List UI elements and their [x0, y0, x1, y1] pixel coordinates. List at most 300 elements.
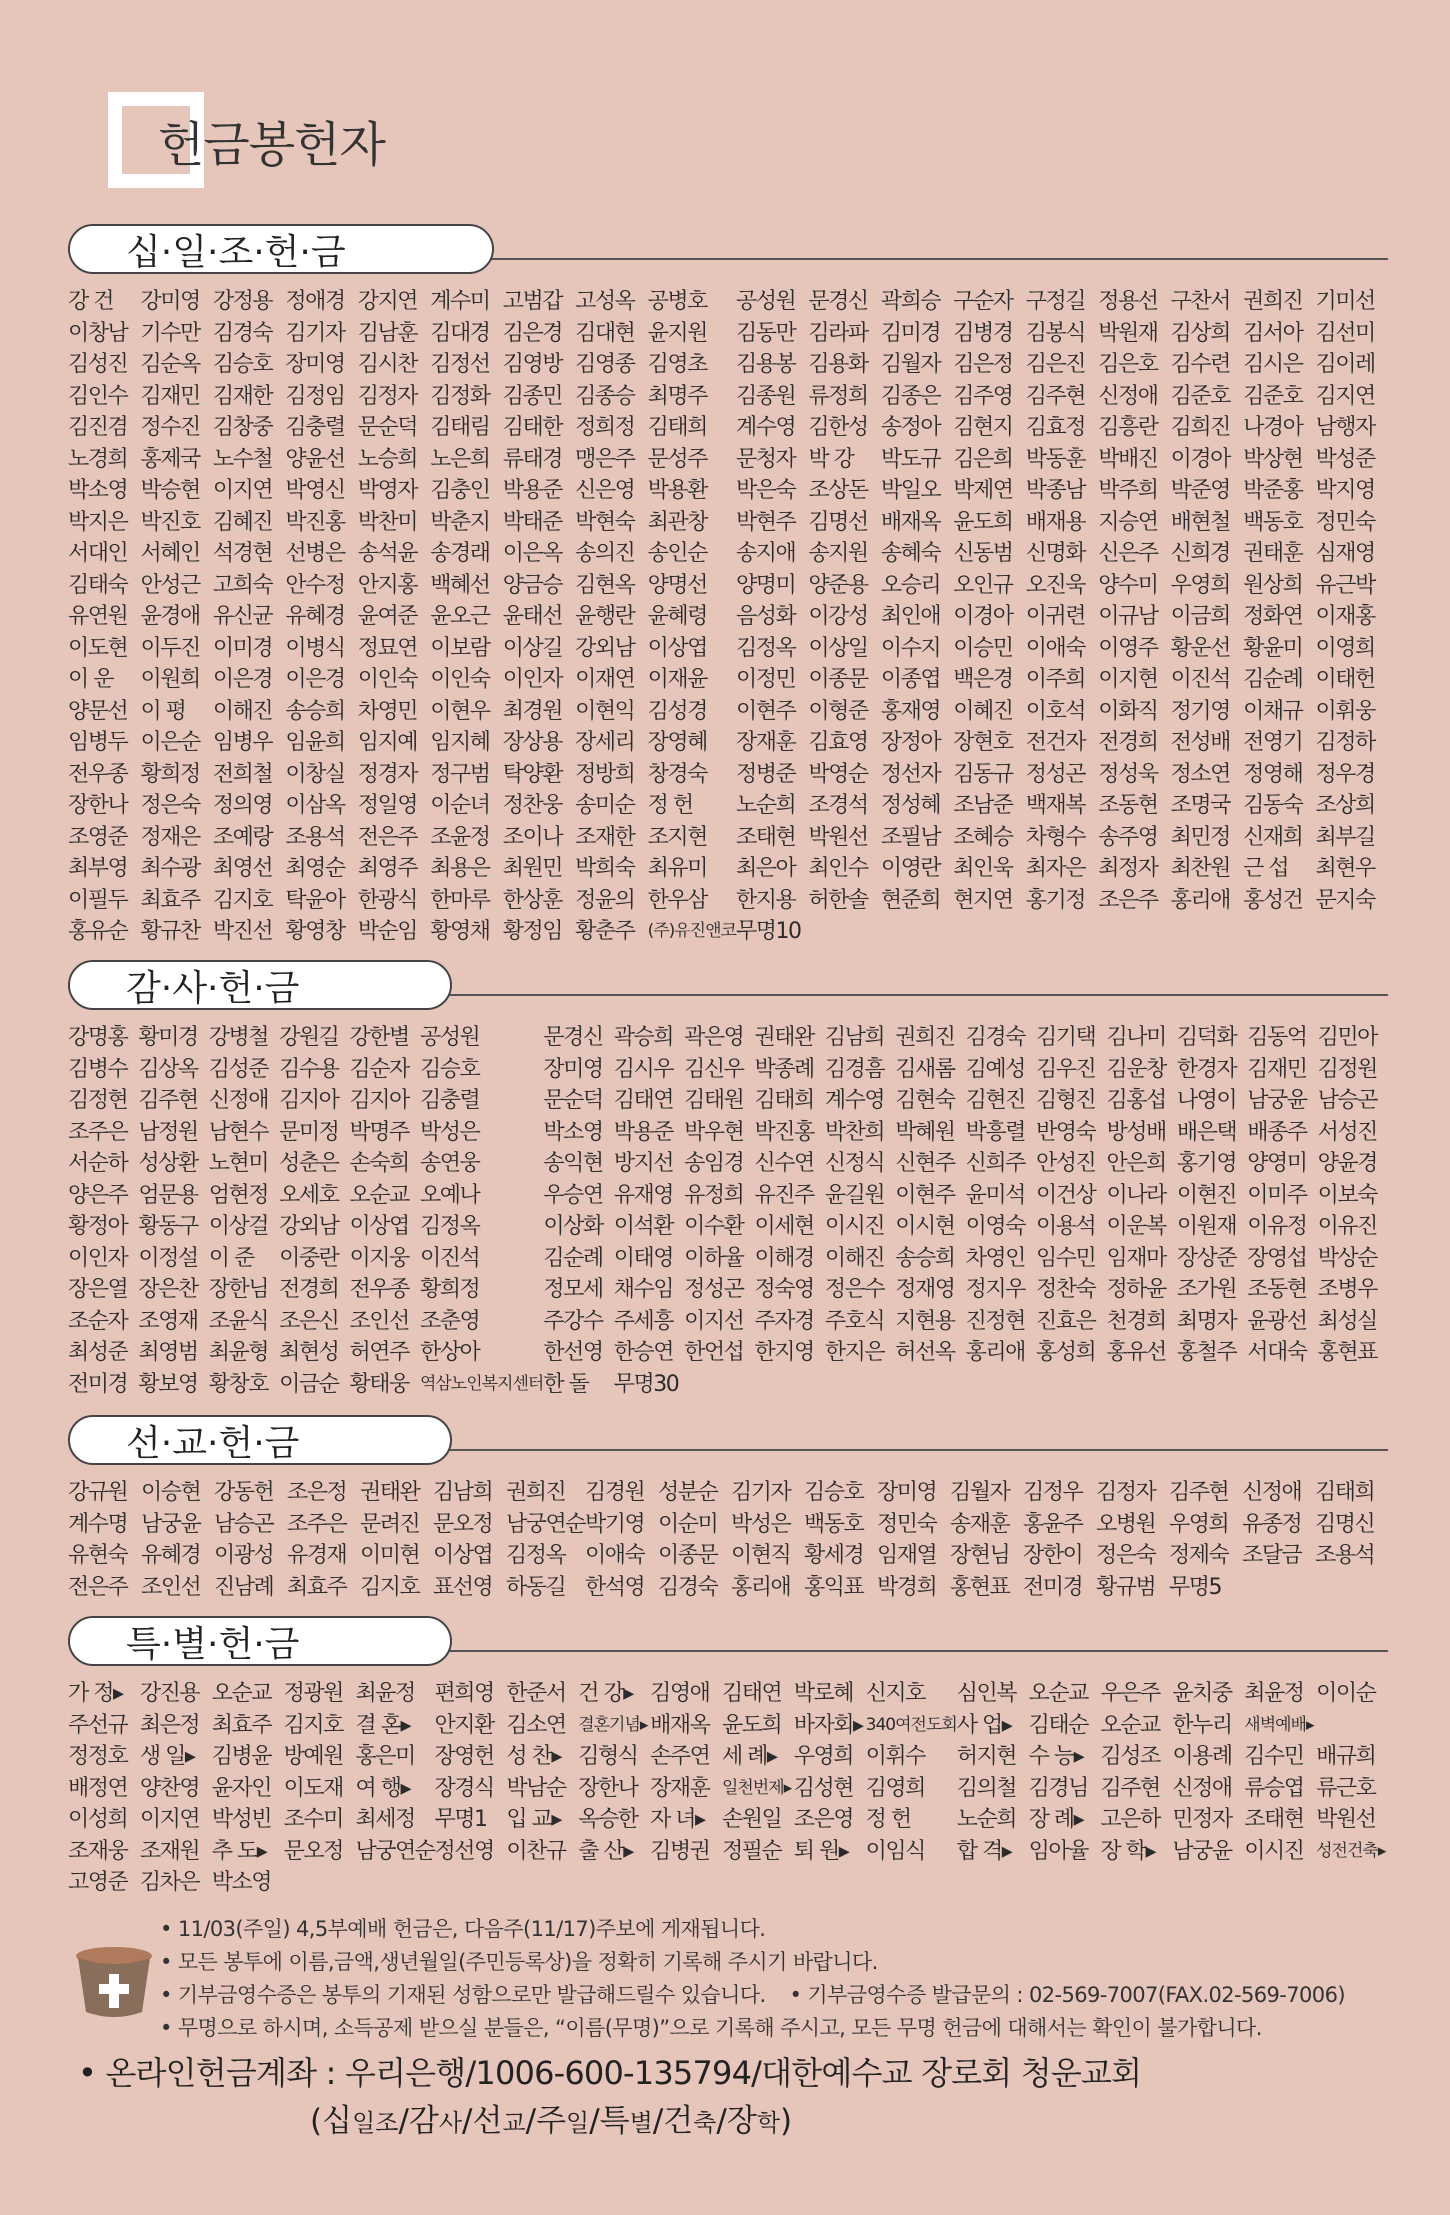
donor-name: 김충렬 [285, 415, 345, 440]
donor-name: 이애숙 [585, 1543, 645, 1568]
donor-name: 오인규 [953, 572, 1013, 598]
donor-name: 김충렬 [419, 1088, 480, 1113]
donor-name: 장영혜 [647, 730, 707, 755]
donor-name: 김신우 [684, 1056, 744, 1082]
donor-name: 김충인 [430, 478, 490, 503]
donor-name: 장한나 [578, 1775, 638, 1801]
donor-name: 김시은 [1243, 352, 1303, 377]
donor-name: 박은숙 [735, 478, 796, 503]
donor-name: 이은옥 [502, 541, 562, 566]
donor-name: 주강수 [543, 1308, 603, 1334]
donor-name: 이재윤 [647, 667, 707, 692]
donor-name: 김태순 [1028, 1712, 1088, 1738]
donor-name: 강원길 [279, 1025, 339, 1050]
donor-name: 엄현정 [208, 1182, 269, 1208]
donor-name: 노경희 [68, 446, 128, 472]
donor-name: 탁윤아 [285, 887, 345, 913]
donor-name: 서성진 [1317, 1119, 1377, 1145]
donor-name: 김효영 [808, 730, 868, 755]
donor-name: 조주은 [286, 1511, 347, 1537]
donor-name: 우영희 [1170, 572, 1230, 598]
donor-name: 바자회▸ [793, 1712, 863, 1738]
donor-name: 박원선 [808, 824, 868, 850]
donor-name: 최정자 [1098, 856, 1158, 881]
donor-name: 서대숙 [1247, 1340, 1307, 1365]
donor-name: 조태현 [1244, 1807, 1304, 1832]
donor-name: 서혜인 [140, 541, 200, 566]
donor-name: 노순희 [956, 1807, 1017, 1832]
donor-name: 강미영 [140, 289, 200, 314]
donor-name: 정의영 [212, 793, 273, 818]
donor-name: 조수미 [283, 1807, 343, 1832]
donor-name: 류승엽 [1244, 1775, 1304, 1801]
names-grid [68, 286, 1388, 948]
donor-name: 김종민 [502, 383, 562, 409]
donor-name: 장현호 [953, 730, 1013, 755]
donor-name: 배현철 [1170, 509, 1230, 535]
donor-name: 김현지 [953, 415, 1013, 440]
donor-name: 임재열 [877, 1543, 937, 1568]
donor-name: 김태희 [1315, 1480, 1375, 1505]
donor-name: 양명미 [735, 572, 796, 598]
donor-name: 계수영 [735, 415, 796, 440]
donor-name: 황윤미 [1243, 635, 1303, 661]
donor-name: 이유정 [1247, 1214, 1307, 1239]
donor-name: 윤자인 [211, 1775, 271, 1801]
donor-name: 이정민 [735, 667, 796, 692]
donor-name: 이화직 [1098, 698, 1158, 724]
donor-name: 남궁윤 [140, 1511, 201, 1537]
donor-name: 김경원 [585, 1480, 645, 1505]
donor-name: 송지원 [808, 541, 868, 566]
donor-name: 박현숙 [575, 509, 635, 535]
donor-name: 음성화 [735, 604, 796, 629]
donor-name: 이현익 [575, 698, 635, 724]
donor-name: 문오정 [283, 1838, 343, 1864]
donor-name: 정민숙 [877, 1511, 937, 1537]
donor-name: 정병준 [735, 761, 796, 787]
notes-block [160, 1913, 1345, 2045]
donor-name: 이형준 [808, 698, 868, 724]
donor-name: 신정애 [1242, 1480, 1302, 1505]
donor-name: 김성현 [793, 1775, 854, 1801]
donor-name: 최성준 [68, 1340, 128, 1365]
donor-name: 김예성 [965, 1056, 1025, 1082]
donor-name: 김한성 [808, 415, 868, 440]
donor-name: 양수미 [1098, 572, 1158, 598]
donor-name: 무명30 [613, 1371, 679, 1397]
donor-name: 배규희 [1316, 1744, 1376, 1769]
donor-name: 김동만 [735, 320, 796, 346]
donor-name: 강병철 [208, 1025, 269, 1050]
donor-name: 박성준 [1315, 446, 1375, 472]
donor-name: 탁양환 [502, 761, 562, 787]
donor-name: 김영종 [575, 352, 635, 377]
donor-name: 정재영 [895, 1277, 955, 1302]
donor-name: 김순례 [543, 1245, 603, 1271]
donor-name: 홍철주 [1176, 1340, 1237, 1365]
donor-name: 박영신 [285, 478, 345, 503]
donor-name: 조영재 [138, 1308, 198, 1334]
donor-name: 유연원 [68, 604, 128, 629]
donor-name: 신재희 [1243, 824, 1303, 850]
donor-name: 한석영 [585, 1574, 645, 1600]
donor-name: 한준서 [506, 1681, 566, 1706]
donor-name: 지승연 [1098, 509, 1158, 535]
donor-name: 주호식 [824, 1308, 885, 1334]
donor-name: 최찬원 [1170, 856, 1230, 881]
donor-name: 정지우 [965, 1277, 1025, 1302]
donor-name: 박배진 [1098, 446, 1158, 472]
donor-name: 박순임 [357, 919, 418, 944]
donor-name: 박도규 [880, 446, 941, 472]
donor-name: 심인복 [956, 1681, 1017, 1706]
donor-name: 손숙희 [349, 1151, 409, 1176]
donor-name: 홍유선 [1106, 1340, 1166, 1365]
donor-name: 김기자 [285, 320, 345, 346]
donor-name: 주세흥 [613, 1308, 673, 1334]
donor-name: 차영인 [965, 1245, 1025, 1271]
donor-name: 이지연 [139, 1807, 200, 1832]
donor-name: 김순옥 [140, 352, 200, 377]
donor-name: 정은숙 [140, 793, 200, 818]
donor-name: 최민정 [1170, 824, 1230, 850]
donor-name: 이인숙 [357, 667, 418, 692]
donor-name: 지현용 [895, 1308, 955, 1334]
donor-name: 이지선 [684, 1308, 744, 1334]
donor-name: 오순교 [349, 1182, 409, 1208]
donor-name: 안지홍 [357, 572, 418, 598]
donor-name: 이보람 [430, 635, 490, 661]
donor-name: 김남희 [824, 1025, 885, 1050]
donor-name: 최영순 [285, 856, 345, 881]
donor-name: 장현님 [950, 1543, 1010, 1568]
donor-name: 김정하 [1315, 730, 1375, 755]
donor-name: 이창실 [285, 761, 345, 787]
donor-name: 역삼노인복지센터 [419, 1373, 544, 1394]
donor-name: 정윤의 [575, 887, 635, 913]
donor-name: 최경원 [502, 698, 562, 724]
donor-name: 백혜선 [430, 572, 490, 598]
donor-name: 조필남 [880, 824, 941, 850]
donor-name: 최효주 [286, 1574, 347, 1600]
donor-name: 입 교▸ [506, 1807, 561, 1832]
donor-name: 장은찬 [138, 1277, 198, 1302]
donor-name: 김정원 [1317, 1056, 1377, 1082]
donor-name: 김남훈 [357, 320, 418, 346]
donor-name: 문미정 [279, 1119, 339, 1145]
donor-name: 수 능▸ [1028, 1744, 1084, 1769]
donor-name: 이진석 [419, 1245, 480, 1271]
donor-name: 정성곤 [1025, 761, 1086, 787]
donor-name: 이영주 [1098, 635, 1158, 661]
donor-name: 이인숙 [430, 667, 490, 692]
donor-name: 조인선 [140, 1574, 201, 1600]
donor-name: 신정식 [824, 1151, 885, 1176]
donor-name: 임병우 [212, 730, 273, 755]
donor-name: 윤광선 [1247, 1308, 1307, 1334]
donor-name: 김준호 [1243, 383, 1303, 409]
donor-name: 이필두 [68, 887, 128, 913]
donor-name: 표선영 [432, 1574, 493, 1600]
donor-name: 최영주 [357, 856, 418, 881]
donor-name: 이시진 [824, 1214, 885, 1239]
donor-name: 김정자 [357, 383, 418, 409]
legend-rest: 교 [502, 2109, 526, 2137]
donor-name: 김정임 [285, 383, 345, 409]
donor-name: 권희진 [505, 1480, 566, 1505]
donor-name: 정제숙 [1169, 1543, 1229, 1568]
donor-name: 김의철 [956, 1775, 1017, 1801]
donor-name: 계수영 [824, 1088, 885, 1113]
donor-name: 김정우 [1023, 1480, 1083, 1505]
donor-name: 이애숙 [1025, 635, 1086, 661]
donor-name: 윤행란 [575, 604, 635, 629]
donor-name: 이휘웅 [1315, 698, 1375, 724]
donor-name: 이경아 [1170, 446, 1230, 472]
donor-name: 정숙영 [754, 1277, 814, 1302]
legend-rest: 사 [438, 2109, 463, 2137]
donor-name: 우영희 [1169, 1511, 1229, 1537]
donor-name: 구정길 [1025, 289, 1086, 314]
donor-name: 무명10 [735, 919, 801, 944]
donor-name: 홍제국 [140, 446, 200, 472]
donor-name: 황세경 [804, 1543, 864, 1568]
donor-name: 박상현 [1243, 446, 1303, 472]
donor-name: 임아율 [1028, 1838, 1088, 1864]
donor-name: 이상걸 [208, 1214, 269, 1239]
donor-name: 김홍섭 [1106, 1088, 1166, 1113]
donor-name: 곽희승 [880, 289, 941, 314]
donor-name: 이유진 [1317, 1214, 1377, 1239]
donor-name: 이해경 [754, 1245, 814, 1271]
donor-name: 강외남 [575, 635, 635, 661]
donor-name: 남승곤 [213, 1511, 274, 1537]
donor-name: 배정연 [68, 1775, 128, 1801]
donor-name: 박원선 [1316, 1807, 1376, 1832]
donor-name: 김남희 [432, 1480, 493, 1505]
donor-name: 이시진 [1244, 1838, 1304, 1864]
donor-name: 김종원 [735, 383, 796, 409]
donor-name: 이현진 [1176, 1182, 1237, 1208]
donor-name: (주)유진앤코 [647, 921, 736, 941]
donor-name: 전희철 [212, 761, 273, 787]
donor-name: 차형수 [1025, 824, 1086, 850]
donor-name: 유혜경 [140, 1543, 201, 1568]
donor-name: 일천번제▸ [721, 1777, 792, 1798]
donor-name: 이운복 [1106, 1214, 1166, 1239]
donor-name: 홍리애 [965, 1340, 1025, 1365]
donor-name: 김승호 [419, 1056, 480, 1082]
donor-name: 송연웅 [419, 1151, 480, 1176]
donor-name: 문경신 [543, 1025, 603, 1050]
donor-name: 김시찬 [357, 352, 418, 377]
donor-name: 윤도희 [721, 1712, 782, 1738]
donor-name: 양은주 [68, 1182, 128, 1208]
donor-name: 이수환 [684, 1214, 744, 1239]
donor-name: 박용준 [502, 478, 562, 503]
donor-name: 윤도희 [953, 509, 1013, 535]
note-line: • 11/03(주일) 4,5부예배 헌금은, 다음주(11/17)주보에 게재됩니다. [160, 1917, 766, 1941]
donor-name: 김우진 [1036, 1056, 1096, 1082]
donor-name: 생 일▸ [139, 1744, 195, 1769]
donor-name: 이상화 [543, 1214, 603, 1239]
donor-name: 김은호 [1098, 352, 1158, 377]
section-header [68, 1415, 1388, 1469]
donor-name: 홍현표 [950, 1574, 1010, 1600]
donor-name: 이채규 [1243, 698, 1303, 724]
donor-name: 이호석 [1025, 698, 1086, 724]
donor-name: 김명선 [808, 509, 868, 535]
donor-name: 이현주 [735, 698, 796, 724]
donor-name: 가 정▸ [68, 1681, 123, 1706]
donor-name: 박태준 [502, 509, 562, 535]
donor-name: 계수미 [430, 289, 490, 314]
donor-name: 신희주 [965, 1151, 1025, 1176]
donor-name: 고희숙 [212, 572, 273, 598]
donor-name: 김순례 [1243, 667, 1303, 692]
donor-name: 남승곤 [1317, 1088, 1377, 1113]
donor-name: 이순미 [658, 1511, 718, 1537]
donor-name: 황창호 [208, 1371, 269, 1397]
donor-name: 문순덕 [357, 415, 418, 440]
donor-name: 김정선 [430, 352, 490, 377]
donor-name: 조혜승 [953, 824, 1013, 850]
donor-name: 정일영 [357, 793, 418, 818]
donor-name: 김주현 [138, 1088, 198, 1113]
donor-name: 남현수 [208, 1119, 269, 1145]
donor-name: 조인선 [349, 1308, 409, 1334]
donor-name: 이승현 [140, 1480, 201, 1505]
donor-name: 현지연 [953, 887, 1013, 913]
donor-name: 김봉식 [1025, 320, 1086, 346]
donor-name: 백동호 [1243, 509, 1303, 535]
donor-name: 송미순 [575, 793, 635, 818]
donor-name: 김주현 [1169, 1480, 1229, 1505]
donor-name: 전우종 [68, 761, 128, 787]
donor-name: 김서아 [1243, 320, 1303, 346]
donor-name: 허한솔 [808, 887, 868, 913]
donor-name: 허연주 [349, 1340, 409, 1365]
donor-name: 문청자 [735, 446, 796, 472]
donor-name: 박주희 [1098, 478, 1158, 503]
donor-name: 김태희 [754, 1088, 814, 1113]
donor-name: 박승현 [140, 478, 200, 503]
donor-name: 김진겸 [68, 415, 128, 440]
donor-name: 신은영 [575, 478, 635, 503]
donor-name: 장한님 [208, 1277, 269, 1302]
section-mission [68, 1415, 1388, 1603]
donor-name: 이종엽 [880, 667, 941, 692]
donor-name: 정수진 [140, 415, 200, 440]
donor-name: 최효주 [211, 1712, 271, 1738]
donor-name: 전경희 [279, 1277, 339, 1302]
donor-name: 주자경 [754, 1308, 814, 1334]
donor-name: 문성주 [647, 446, 707, 472]
donor-name: 윤여준 [357, 604, 418, 629]
donor-name: 신수연 [754, 1151, 814, 1176]
donor-name: 권희진 [895, 1025, 955, 1050]
donor-name: 양문선 [68, 698, 128, 724]
donor-name: 이삼옥 [285, 793, 345, 818]
donor-name: 유경재 [286, 1543, 347, 1568]
donor-name: 새벽예배▸ [1244, 1714, 1314, 1735]
donor-name: 원상희 [1243, 572, 1303, 598]
donor-name: 이건상 [1036, 1182, 1096, 1208]
legend-rest: 일 [566, 2109, 590, 2137]
donor-name: 정 헌 [865, 1807, 911, 1832]
donor-name: 황희정 [419, 1277, 480, 1302]
donor-name: 출 산▸ [578, 1838, 633, 1864]
donor-name: 한상훈 [502, 887, 562, 913]
donor-name: 이강성 [808, 604, 868, 629]
donor-name: 김혜진 [212, 509, 273, 535]
donor-name: 황춘주 [575, 919, 635, 944]
donor-name: 양금승 [502, 572, 562, 598]
donor-name: 김차은 [139, 1870, 200, 1895]
donor-name: 권희진 [1243, 289, 1303, 314]
donor-name: 장상용 [502, 730, 562, 755]
donor-name: 최영범 [138, 1340, 198, 1365]
donor-name: 박준홍 [1243, 478, 1303, 503]
donor-name: 김영애 [650, 1681, 710, 1706]
donor-name: 이하율 [684, 1245, 744, 1271]
section-title-pill: 특·별·헌·금 [68, 1616, 452, 1666]
donor-name: 최원민 [502, 856, 562, 881]
donor-name: 방지선 [613, 1151, 673, 1176]
donor-name: 최인애 [880, 604, 941, 629]
donor-name: 무명5 [1169, 1574, 1222, 1600]
donor-name: 조은신 [279, 1308, 339, 1334]
donor-name: 이찬규 [506, 1838, 566, 1864]
donor-name: 이재홍 [1315, 604, 1375, 629]
donor-name: 오순교 [1028, 1681, 1088, 1706]
donor-name: 전영기 [1243, 730, 1303, 755]
donor-name: 이시현 [895, 1214, 955, 1239]
donor-name: 오진욱 [1025, 572, 1086, 598]
donor-name: 박영자 [357, 478, 418, 503]
donor-name: 조순자 [68, 1308, 128, 1334]
donor-name: 이태영 [613, 1245, 673, 1271]
donor-name: 김상희 [1170, 320, 1230, 346]
donor-name: 강지연 [357, 289, 418, 314]
donor-name: 한승연 [613, 1340, 673, 1365]
legend-rest: 축 [693, 2109, 717, 2137]
donor-name: 조주은 [68, 1119, 128, 1145]
donor-name: 곽은영 [684, 1025, 744, 1050]
donor-name: 김종승 [575, 383, 635, 409]
donor-name: 송승희 [285, 698, 345, 724]
donor-name: 이해진 [824, 1245, 885, 1271]
donor-name: 이용례 [1172, 1744, 1232, 1769]
donor-name: 홍재영 [880, 698, 941, 724]
donor-name: 장 학▸ [1100, 1838, 1156, 1864]
donor-name: 김대경 [430, 320, 490, 346]
donor-name: 정하윤 [1106, 1277, 1166, 1302]
donor-name: 신은주 [1098, 541, 1158, 566]
donor-name: 김대현 [575, 320, 635, 346]
donor-name: 구찬서 [1170, 289, 1230, 314]
donor-name: 문순덕 [543, 1088, 603, 1113]
donor-name: 김병권 [650, 1838, 710, 1864]
donor-name: 이이순 [1316, 1681, 1376, 1706]
donor-name: 장 례▸ [1028, 1807, 1084, 1832]
donor-name: 방예원 [283, 1744, 343, 1769]
donor-name: 이중란 [279, 1245, 339, 1271]
donor-name: 합 격▸ [956, 1838, 1012, 1864]
donor-name: 이혜진 [953, 698, 1013, 724]
donor-name: 송지애 [735, 541, 796, 566]
